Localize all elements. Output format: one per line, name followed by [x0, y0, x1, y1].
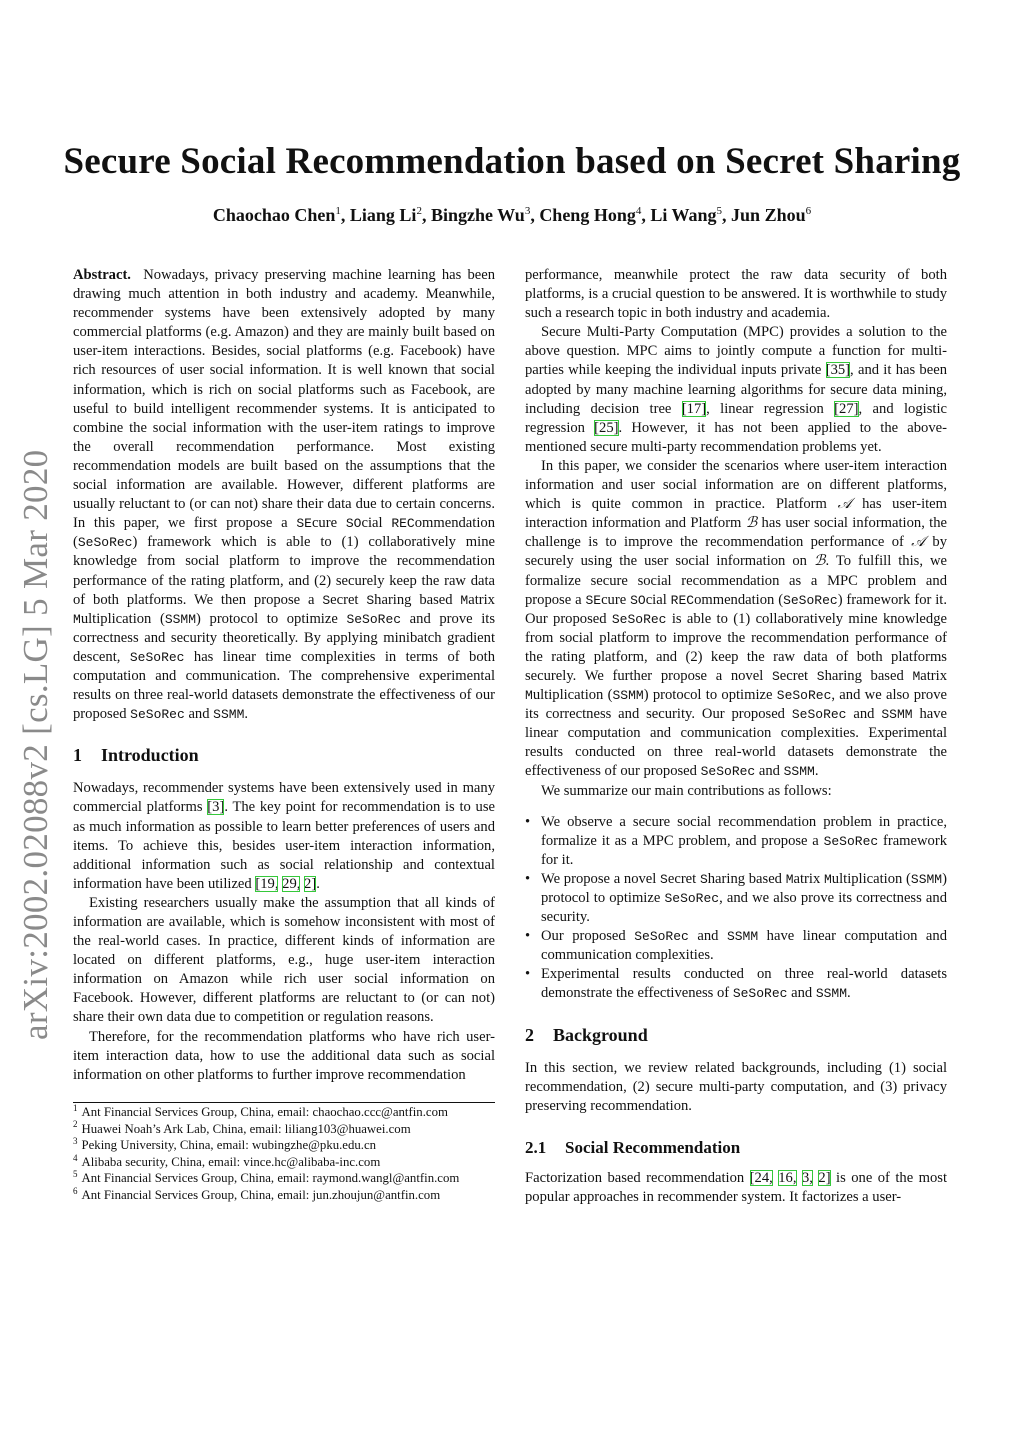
- abstract-text: ecret: [330, 591, 359, 608]
- body-text: Secure Multi-Party Computation (MPC) provides a solution to the above question. MPC aims to jointly compute a function for multi-parties while keeping the individual inputs private: [525, 324, 947, 379]
- body-text: haring based: [707, 870, 782, 887]
- body-text: We observe a secure social recommendation problem in practice, formalize it as a MPC problem, and propose a: [541, 813, 947, 849]
- body-text: ) protocol to optimize: [541, 870, 947, 906]
- method-name: SSMM: [213, 707, 245, 723]
- code-text: S: [816, 668, 825, 684]
- list-item: [525, 927, 947, 965]
- code-text: SO: [630, 592, 646, 608]
- method-name: SSMM: [910, 871, 943, 887]
- body-text: Experimental results conducted on three real-world datasets demonstrate the effectiveness of: [541, 966, 947, 1002]
- body-text: Nowadays, recommender systems have been extensively used in many commercial platforms: [73, 780, 495, 816]
- body-text: . However, it has not been applied to the above-mentioned secure multi-party recommendation problems yet.: [525, 419, 947, 455]
- citation-link[interactable]: 3,: [801, 1170, 813, 1187]
- body-text: ecret: [779, 667, 809, 684]
- code-text: M: [73, 611, 81, 627]
- author-list: Chaochao Chen$^1$, Liang Li$^2$, Bingzhe Wu$^3$, Cheng Hong$^4$, Li Wang$^5$, Jun Zhou$^6$: [212, 205, 812, 225]
- body-text: has user social information, the challenge is to improve the recommendation performance of: [525, 515, 948, 551]
- abstract-text: .: [244, 706, 249, 723]
- body-text: framework for it.: [541, 832, 948, 868]
- author-name: Chaochao Chen: [212, 205, 336, 225]
- body-text: , and it has been adopted by many machine learning algorithms for secure data mining, including decision tree: [525, 362, 947, 417]
- footnote-number: 2: [73, 1119, 78, 1130]
- paragraph: [525, 457, 947, 782]
- body-text: haring based: [824, 667, 904, 684]
- footnote-number: 3: [73, 1135, 78, 1146]
- platform-symbol: ℬ: [813, 553, 826, 570]
- section-number: 1: [73, 745, 82, 766]
- body-text: , linear regression: [706, 400, 824, 417]
- body-text: and: [791, 985, 813, 1002]
- method-name: SeSoRec: [611, 611, 667, 627]
- code-text: S: [322, 592, 331, 608]
- body-text: .: [847, 985, 851, 1002]
- method-name: SeSoRec: [776, 688, 832, 704]
- subsection-heading-social-recommendation: [525, 1138, 947, 1157]
- code-text: REC: [670, 592, 695, 608]
- section-heading-introduction: [73, 746, 495, 765]
- body-text: and: [758, 763, 780, 780]
- body-text: . To fulfill this, we formalize secure social recommendation as a MPC problem and propose a: [525, 553, 948, 608]
- abstract-text: ) protocol to optimize: [196, 610, 338, 627]
- body-text: ultiplication (: [532, 687, 613, 704]
- body-text: is one of the most popular approaches in recommender system. It factorizes a user-: [525, 1170, 948, 1206]
- footnote-number: 6: [73, 1185, 78, 1196]
- code-text: S: [660, 871, 668, 887]
- body-text: ) framework for it. Our proposed: [525, 591, 947, 627]
- footnote: [73, 1137, 503, 1154]
- paragraph: Existing researchers usually make the assumption that all kinds of information are available, which is somehow inconsistent with most of the real-world cases. In practice, different kinds of information are located on different platforms, e.g., huge user-item interaction information on Amazon while rich user social information on Facebook. However, different platforms are reluctant to (or can not) share their own data due to competition or regulation reasons.: [73, 894, 495, 1026]
- body-text: . The key point for recommendation is to use as much information as possible to learn better preferences of users and items. To achieve this, besides user-item interaction information, additional information such as social relationship and contextual information have been utilized: [73, 799, 495, 892]
- code-text: S: [771, 668, 780, 684]
- right-column: [525, 266, 947, 1207]
- body-text: Our proposed: [541, 928, 626, 945]
- body-text: ommendation (: [694, 591, 784, 608]
- platform-symbol: ℬ: [745, 515, 758, 532]
- footnote-text: Peking University, China, email: wubingzhe@pku.edu.cn: [81, 1138, 377, 1153]
- list-item: [525, 813, 947, 870]
- code-text: M: [785, 871, 794, 887]
- body-text: and: [853, 706, 875, 723]
- method-name: SSMM: [164, 611, 197, 627]
- body-text: ecret: [667, 870, 697, 887]
- citation-link[interactable]: 16,: [778, 1170, 797, 1187]
- paper-title: Secure Social Recommendation based on Secret Sharing: [63, 141, 961, 182]
- code-text: SO: [345, 516, 362, 532]
- body-text: , and logistic regression: [525, 400, 947, 436]
- body-text: atrix: [920, 667, 947, 684]
- abstract-text: haring based: [374, 591, 453, 608]
- method-name: SSMM: [815, 986, 848, 1002]
- body-text: have linear computation and communication complexities. Experimental results conducted on three real-world datasets demonstrate the effectiveness of our proposed: [525, 706, 948, 780]
- body-text: , and we also prove its correctness and security. Our proposed: [525, 687, 947, 723]
- citation-link[interactable]: 2]: [304, 875, 317, 892]
- author-affil: 3: [524, 205, 531, 217]
- citation-link[interactable]: [35]: [825, 362, 851, 379]
- method-name: SeSoRec: [664, 891, 720, 906]
- body-text: In this paper, we consider the scenarios where user-item interaction information and user social information are on different platforms, which is quite common in practice. Platform: [525, 457, 947, 513]
- code-text: S: [699, 871, 708, 887]
- abstract-text: ) framework which is able to (1) collaboratively mine knowledge from social platform to improve the recommendation performance of the rating platform, and (2) securely keep the raw data of both platforms. We then propose a: [73, 534, 495, 608]
- abstract-text: cure: [311, 515, 338, 532]
- abstract-text: Nowadays, privacy preserving machine learning has been drawing much attention in both industry and academy. Meanwhile, recommender systems have been extensively adopted by many commercial platforms (e.g. Amazon) and they are mainly built based on user-item interactions. Besides, social platforms (e.g. Facebook) have rich resources of user social information. It is well known that social information, which is rich on social platforms such as Facebook, are useful to build intelligent recommender systems. It is anticipated to combine the social information with the user-item ratings to improve the overall recommendation performance. Most existing recommendation models are built based on the assumptions that the social information are available. However, different platforms are usually reluctant to (or can not) share their data due to certain concerns. In this paper, we first propose a: [73, 267, 496, 532]
- author-affil: 6: [805, 205, 812, 217]
- abstract-label: Abstract.: [73, 267, 131, 283]
- body-text: ) protocol to optimize: [643, 687, 773, 704]
- paragraph: performance, meanwhile protect the raw data security of both platforms, is a crucial question to be answered. It is worthwhile to study such a research topic in both industry and academia.: [525, 267, 947, 322]
- paragraph: In this section, we review related backgrounds, including (1) social recommendation, (2) secure multi-party computation, and (3) privacy preserving recommendation.: [525, 1059, 947, 1114]
- footnote-text: Alibaba security, China, email: vince.hc@alibaba-inc.com: [81, 1154, 381, 1169]
- code-text: M: [460, 592, 469, 608]
- method-name: SeSoRec: [130, 707, 185, 723]
- paragraph: [73, 779, 495, 894]
- author-affil: 2: [416, 205, 422, 217]
- code-text: REC: [391, 516, 415, 532]
- footnote: [73, 1187, 503, 1204]
- body-text: , and we also prove its correctness and security.: [541, 890, 947, 926]
- abstract-text: cial: [361, 515, 383, 532]
- body-text: ultiplication (: [831, 870, 911, 887]
- method-name: SSMM: [783, 764, 815, 780]
- citation-link[interactable]: [19,: [255, 875, 279, 892]
- body-text: and: [697, 928, 719, 945]
- footnote: [73, 1154, 503, 1171]
- paragraph: We summarize our main contributions as follows:: [541, 782, 832, 799]
- abstract-text: and: [188, 706, 210, 723]
- list-item: [525, 965, 947, 1003]
- author-name: Cheng Hong: [539, 205, 636, 225]
- method-name: SeSoRec: [700, 764, 756, 780]
- body-text: have linear computation and communication complexities.: [541, 928, 947, 964]
- section-title: Background: [553, 1024, 648, 1045]
- code-text: S: [366, 592, 375, 608]
- footnote-text: Ant Financial Services Group, China, email: chaochao.ccc@antfin.com: [81, 1105, 448, 1119]
- citation-link[interactable]: 29,: [282, 875, 301, 892]
- author-name: Bingzhe Wu: [430, 205, 525, 225]
- method-name: SeSoRec: [791, 707, 847, 723]
- footnote: [73, 1104, 503, 1121]
- section-title: Introduction: [101, 745, 199, 766]
- platform-symbol: 𝒜: [837, 496, 852, 513]
- code-text: SE: [585, 592, 602, 608]
- abstract-text: ommendation (: [73, 515, 495, 551]
- author-affil: 5: [716, 205, 723, 217]
- method-name: SSMM: [726, 929, 759, 945]
- method-name: SeSoRec: [77, 535, 133, 551]
- body-text: We propose a novel: [541, 870, 657, 887]
- arxiv-identifier: arXiv:2002.02088v2 [cs.LG] 5 Mar 2020: [16, 449, 55, 1040]
- author-affil: 1: [335, 205, 341, 217]
- paragraph: Therefore, for the recommendation platforms who have rich user-item interaction data, how to use the additional data such as social information on other platforms to further improve recommendation: [73, 1028, 495, 1083]
- footnote-number: 4: [73, 1152, 78, 1163]
- body-text: .: [316, 875, 320, 892]
- body-text: cial: [645, 591, 667, 608]
- left-column: [73, 266, 495, 1085]
- citation-link[interactable]: [3]: [207, 799, 225, 816]
- body-text: has user-item interaction information and Platform: [525, 496, 948, 532]
- paragraph: [525, 323, 947, 457]
- section-title: Social Recommendation: [565, 1137, 741, 1157]
- footnote-number: 5: [73, 1169, 78, 1180]
- code-text: SE: [296, 516, 312, 532]
- author-affil: 4: [635, 205, 642, 217]
- citation-link[interactable]: [17]: [681, 400, 707, 417]
- footnote-number: 1: [73, 1102, 78, 1113]
- method-name: SeSoRec: [634, 929, 689, 945]
- method-name: SeSoRec: [346, 611, 402, 627]
- body-text: cure: [601, 591, 627, 608]
- method-name: SSMM: [612, 688, 644, 704]
- method-name: SeSoRec: [732, 986, 788, 1002]
- body-text: Factorization based recommendation: [525, 1170, 745, 1187]
- footnote-text: Ant Financial Services Group, China, email: jun.zhoujun@antfin.com: [81, 1187, 441, 1202]
- footnote: [73, 1170, 503, 1187]
- method-name: SeSoRec: [129, 649, 185, 665]
- method-name: SSMM: [881, 707, 913, 723]
- body-text: .: [814, 763, 819, 780]
- footnote: [73, 1121, 503, 1138]
- abstract-text: ultiplication (: [80, 610, 165, 627]
- body-text: by securely using the user social information on: [525, 534, 947, 570]
- abstract-text: has linear time complexities in terms of both computation and communication. The comprehensive experimental results on three real-world datasets demonstrate the effectiveness of our proposed: [73, 648, 495, 723]
- author-name: Liang Li: [349, 205, 417, 225]
- code-text: M: [912, 668, 921, 684]
- footnote-text: Huawei Noah’s Ark Lab, China, email: liliang103@huawei.com: [81, 1121, 411, 1136]
- author-name: Jun Zhou: [731, 205, 806, 225]
- abstract-text: atrix: [468, 591, 495, 608]
- section-number: 2.1: [525, 1137, 547, 1157]
- list-item: [525, 870, 947, 927]
- citation-link[interactable]: [24,: [749, 1170, 773, 1187]
- section-heading-background: [525, 1026, 947, 1045]
- contribution-list: [525, 813, 947, 1004]
- body-text: atrix: [793, 870, 821, 887]
- citation-link[interactable]: 2]: [818, 1170, 831, 1187]
- author-name: Li Wang: [650, 205, 717, 225]
- citation-link[interactable]: [25]: [594, 419, 619, 436]
- abstract-text: and prove its correctness and security theoretically. By applying minibatch gradient descent,: [73, 610, 495, 665]
- citation-link[interactable]: [27]: [834, 400, 859, 417]
- platform-symbol: 𝒜: [911, 534, 926, 551]
- section-number: 2: [525, 1024, 534, 1045]
- abstract: [73, 266, 495, 724]
- method-name: SeSoRec: [823, 833, 879, 849]
- footnotes: [73, 1104, 503, 1204]
- footnote-rule: [73, 1102, 495, 1103]
- method-name: SeSoRec: [783, 592, 838, 608]
- footnote-text: Ant Financial Services Group, China, email: raymond.wangl@antfin.com: [81, 1171, 460, 1186]
- body-text: is able to (1) collaboratively mine knowledge from social platform to improve the recommendation performance of the rating platform, and (2) keep the raw data of both platforms securely. We further propose a novel: [525, 610, 947, 684]
- code-text: M: [823, 871, 832, 887]
- paragraph: [525, 1169, 947, 1207]
- code-text: M: [525, 688, 533, 704]
